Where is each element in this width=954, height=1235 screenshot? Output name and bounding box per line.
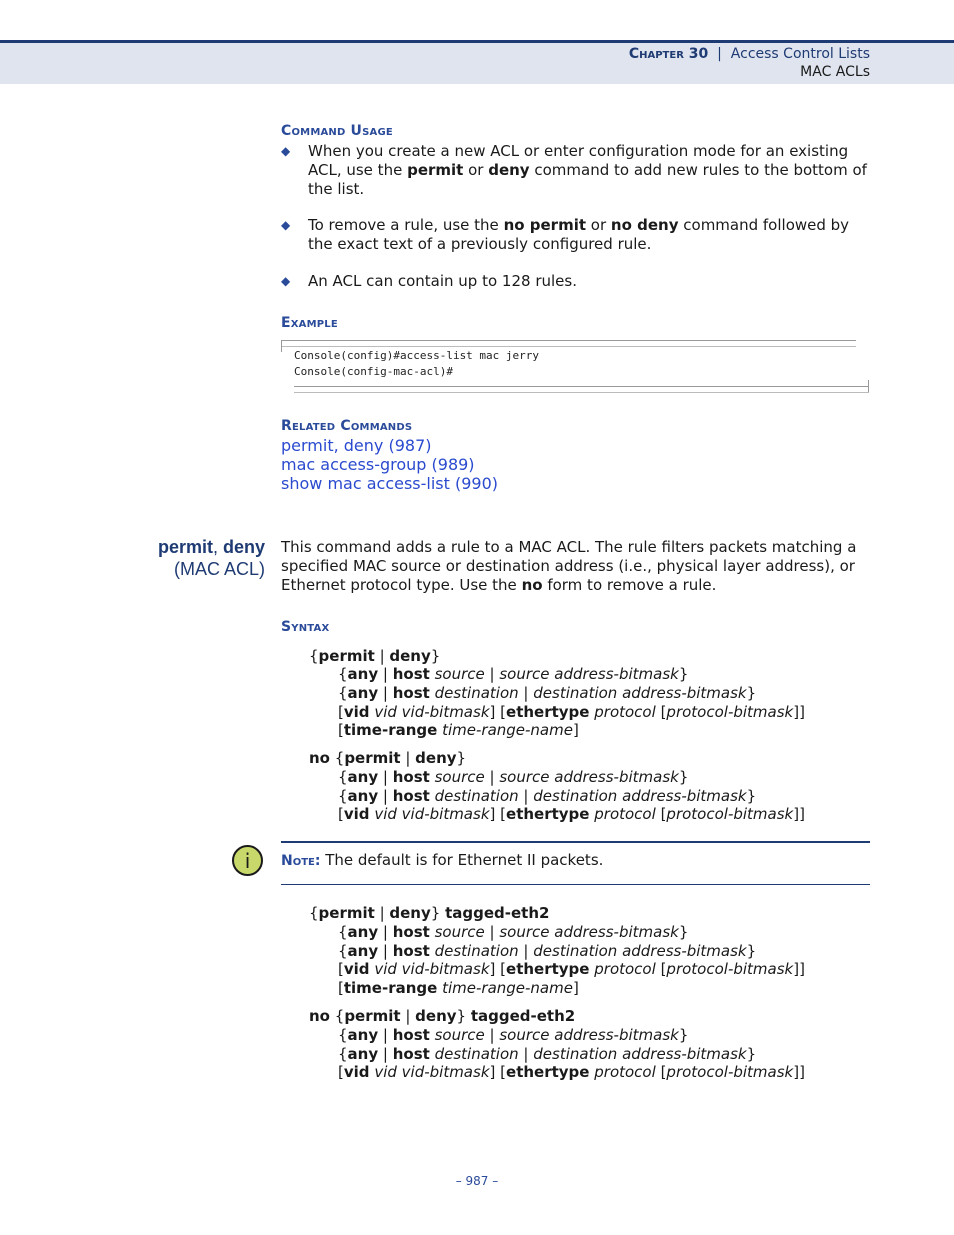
syntax-line: {permit | deny} xyxy=(309,647,441,665)
syntax-line: {any | host destination | destination address-bitmask} xyxy=(338,684,757,702)
usage-bullet-3: ◆ An ACL can contain up to 128 rules. xyxy=(281,272,577,290)
page-number: – 987 – xyxy=(455,1174,499,1188)
note: Note: The default is for Ethernet II packets. xyxy=(281,851,604,869)
syntax-heading: Syntax xyxy=(281,619,330,635)
code-line-2: Console(config-mac-acl)# xyxy=(294,365,453,378)
syntax-line: [vid vid vid-bitmask] [ethertype protocol [protocol-bitmask]] xyxy=(338,1063,805,1081)
command-usage-heading: Command Usage xyxy=(281,123,393,139)
command-description: This command adds a rule to a MAC ACL. The rule filters packets matching a specified MAC source or destination address (i.e., physical layer address), or Ethernet protocol type. Use the no form to remove a rule. xyxy=(281,538,857,594)
example-heading: Example xyxy=(281,315,338,331)
syntax-line: [vid vid vid-bitmask] [ethertype protocol [protocol-bitmask]] xyxy=(338,703,805,721)
syntax-line: {any | host destination | destination address-bitmask} xyxy=(338,942,757,960)
chapter-title: Access Control Lists xyxy=(730,46,870,62)
syntax-line: {any | host source | source address-bitmask} xyxy=(338,768,689,786)
chapter-label: Chapter 30 xyxy=(628,46,709,62)
diamond-bullet-icon: ◆ xyxy=(281,274,291,288)
command-qualifier: (MAC ACL) xyxy=(173,559,265,579)
syntax-line: {any | host source | source address-bitmask} xyxy=(338,923,689,941)
syntax-line: [time-range time-range-name] xyxy=(338,721,579,739)
link-permit-deny[interactable]: permit, deny (987) xyxy=(281,436,432,455)
diamond-bullet-icon: ◆ xyxy=(281,218,291,232)
syntax-line: no {permit | deny} tagged-eth2 xyxy=(309,1007,576,1025)
syntax-line: [vid vid vid-bitmask] [ethertype protocol [protocol-bitmask]] xyxy=(338,805,805,823)
syntax-line: {any | host destination | destination address-bitmask} xyxy=(338,787,757,805)
related-commands-heading: Related Commands xyxy=(281,418,413,434)
link-mac-access-group[interactable]: mac access-group (989) xyxy=(281,455,475,474)
syntax-line: {any | host source | source address-bitmask} xyxy=(338,665,689,683)
code-line-1: Console(config)#access-list mac jerry xyxy=(294,349,540,362)
section-title: MAC ACLs xyxy=(800,64,870,80)
syntax-line: {any | host destination | destination address-bitmask} xyxy=(338,1045,757,1063)
syntax-line: no {permit | deny} xyxy=(309,749,467,767)
note-bottom-rule xyxy=(281,884,870,885)
syntax-line: {permit | deny} tagged-eth2 xyxy=(309,904,550,922)
syntax-line: [vid vid vid-bitmask] [ethertype protocol [protocol-bitmask]] xyxy=(338,960,805,978)
command-title: permit, deny (MAC ACL) xyxy=(157,537,265,579)
running-header: Chapter 30 | Access Control Lists MAC ACLs xyxy=(628,46,870,80)
usage-bullet-2: ◆ To remove a rule, use the no permit or no deny command followed by the exact text of a previously configured rule. xyxy=(281,216,850,253)
diamond-bullet-icon: ◆ xyxy=(281,144,291,158)
usage-bullet-1: ◆ When you create a new ACL or enter configuration mode for an existing ACL, use the permit or deny command to add new rules to the bottom of the list. xyxy=(281,142,867,198)
link-show-mac-access-list[interactable]: show mac access-list (990) xyxy=(281,474,499,493)
info-icon: i xyxy=(232,845,263,876)
syntax-line: {any | host source | source address-bitmask} xyxy=(338,1026,689,1044)
note-top-rule xyxy=(281,841,870,843)
syntax-line: [time-range time-range-name] xyxy=(338,979,579,997)
